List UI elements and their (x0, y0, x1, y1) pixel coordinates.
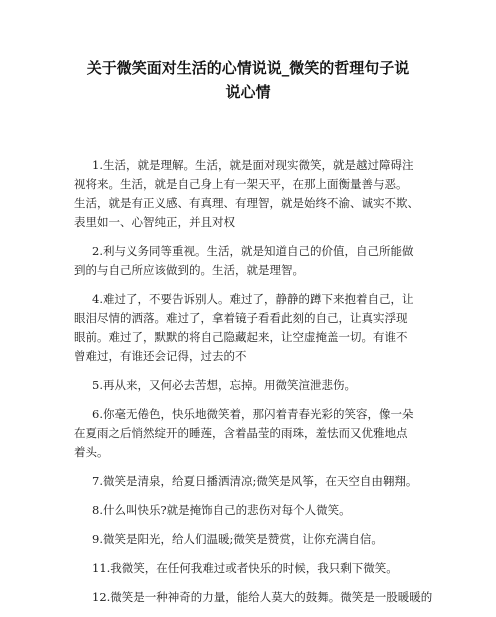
text-line: 眼泪尽情的洒落。难过了，拿着镜子看看此刻的自己，让真实浮现 (74, 311, 408, 325)
text-line: 着头。 (74, 445, 109, 459)
text-line: 7.微笑是清泉，给夏日播洒清凉;微笑是风筝，在天空自由翱翔。 (92, 474, 418, 488)
paragraph-4 (74, 290, 426, 366)
text-line: 6.你毫无倦色，快乐地微笑着，那闪着青春光彩的笑容，像一朵 (92, 407, 414, 421)
title-line: 说心情 (225, 83, 271, 101)
text-line: 1.生活，就是理解。生活，就是面对现实微笑，就是越过障碍注 (92, 158, 414, 172)
text-line: 2.利与义务同等重视。生活，就是知道自己的价值，自己所能做 (92, 244, 414, 258)
paragraph-6 (74, 405, 426, 462)
text-line: 眼前。难过了，默默的将自己隐藏起来，让空虚掩盖一切。有谁不 (74, 330, 408, 344)
text-line: 到的与自己所应该做到的。生活，就是理智。 (74, 263, 304, 277)
text-line: 5.再从来，又何必去苦想，忘掉。用微笑渲泄悲伤。 (92, 378, 356, 392)
text-line: 4.难过了，不要告诉别人。难过了，静静的蹲下来抱着自己，让 (92, 292, 414, 306)
document-body (74, 156, 433, 617)
text-line: 在夏雨之后悄然绽开的睡莲，含着晶莹的雨珠，羞怯而又优雅地点 (74, 426, 408, 440)
text-line: 9.微笑是阳光，给人们温暖;微笑是赞赏，让你充满自信。 (92, 532, 383, 546)
text-line: 12.微笑是一种神奇的力量，能给人莫大的鼓舞。微笑是一股暖暖的 (92, 590, 433, 604)
text-line: 视将来。生活，就是自己身上有一架天平，在那上面衡量善与恶。 (74, 177, 408, 191)
text-line: 8.什么叫快乐?就是掩饰自己的悲伤对每个人微笑。 (92, 503, 351, 517)
paragraph-2 (74, 242, 426, 280)
document-title (70, 56, 426, 104)
paragraph-11 (74, 559, 426, 578)
text-line: 生活，就是有正义感、有真理、有理智，就是始终不渝、诚实不欺、 (74, 196, 419, 210)
paragraph-8 (74, 501, 426, 520)
text-line: 表里如一、心智纯正，并且对权 (74, 215, 235, 229)
paragraph-5 (74, 376, 426, 395)
text-line: 曾难过，有谁还会记得，过去的不 (74, 349, 247, 363)
paragraph-9 (74, 530, 426, 549)
title-line: 关于微笑面对生活的心情说说_微笑的哲理句子说 (86, 59, 410, 77)
paragraph-12 (74, 588, 433, 607)
text-line: 11.我微笑，在任何我难过或者快乐的时候，我只剩下微笑。 (92, 561, 398, 575)
paragraph-7 (74, 472, 426, 491)
paragraph-1 (74, 156, 426, 232)
